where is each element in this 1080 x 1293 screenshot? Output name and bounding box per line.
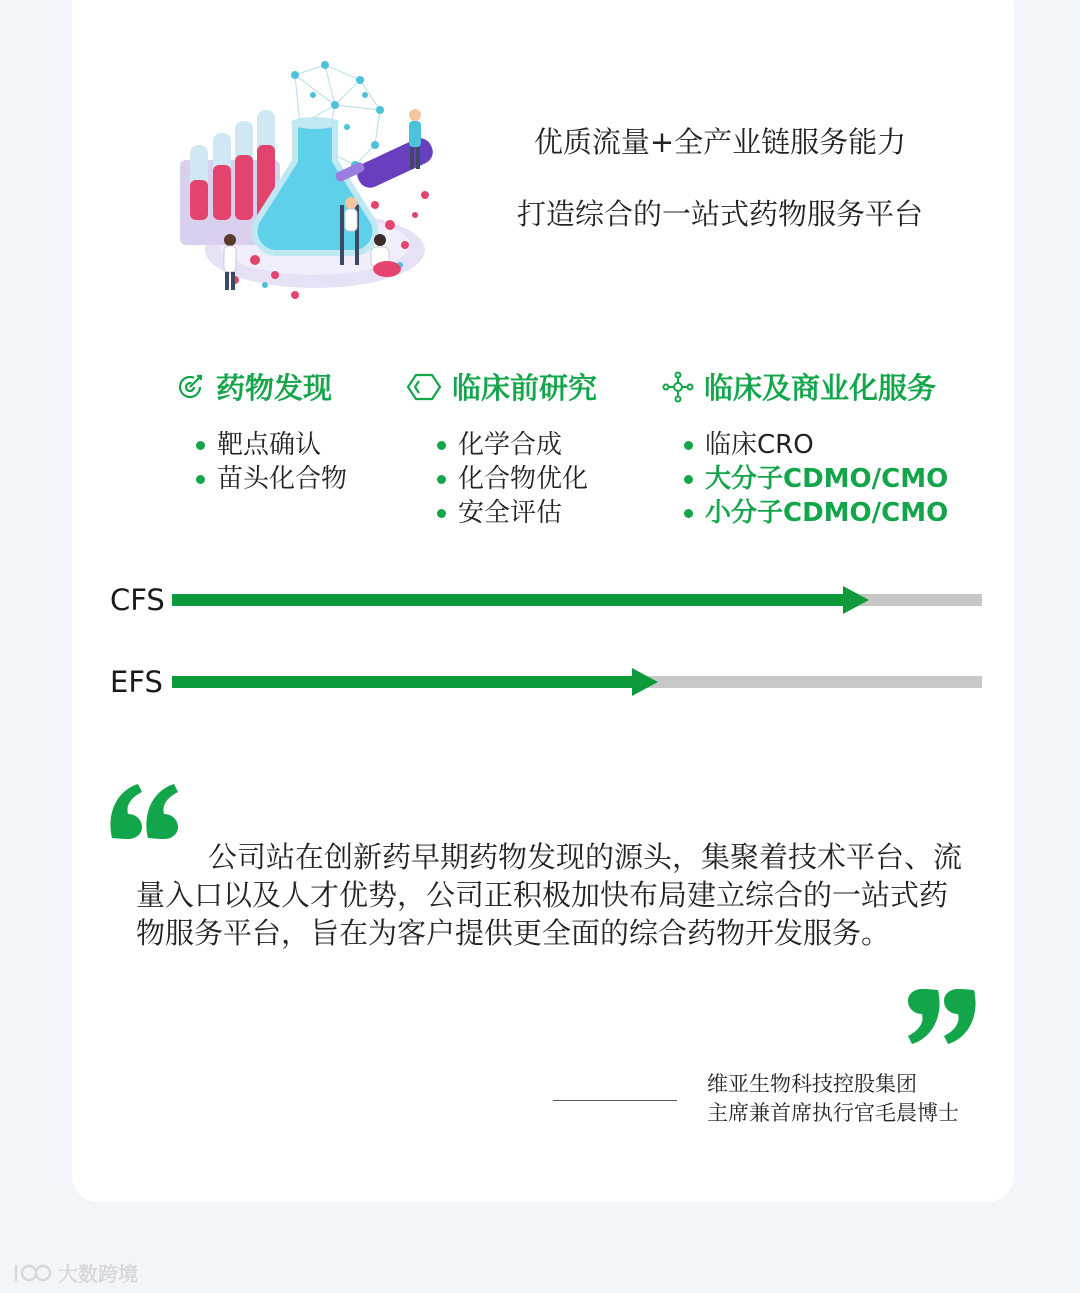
category-title: 临床前研究 [452,371,598,405]
bullet-dot [684,441,693,450]
close-quote-icon [906,988,978,1048]
bullet-dot [684,509,693,518]
efs-progress-fill [172,676,638,688]
open-quote-icon [108,780,180,840]
list-item: 化学合成 [437,428,588,462]
bullet-dot [684,475,693,484]
list-item: 大分子CDMO/CMO [684,462,948,496]
list-item: 化合物优化 [437,462,588,496]
attribution-company: 维亚生物科技控股集团 [707,1072,917,1096]
target-icon [174,371,206,403]
list-item: 小分子CDMO/CMO [684,496,948,530]
attribution [707,1070,959,1128]
efs-label: EFS [110,665,163,699]
watermark-text: 大数跨境 [58,1262,138,1286]
hexagon-icon [406,372,442,402]
category-preclinical [406,366,597,407]
list-item: 苗头化合物 [196,462,347,496]
cfs-arrowhead-icon [843,586,869,614]
network-nodes-icon [662,371,694,403]
headline-line-2: 打造综合的一站式药物服务平台 [516,197,923,231]
efs-arrowhead-icon [632,668,658,696]
headline-line-1: 优质流量+全产业链服务能力 [533,125,907,159]
bullet-dot [437,509,446,518]
bullet-dot [196,441,205,450]
category-list-clinical-commercial [684,428,948,530]
list-item: 安全评估 [437,496,588,530]
cfs-progress-fill [172,594,849,606]
quote-text: 公司站在创新药早期药物发现的源头，集聚着技术平台、流量入口以及人才优势，公司正积极加快布局建立综合的一站式药物服务平台，旨在为客户提供更全面的综合药物开发服务。 [136,840,963,950]
category-list-drug-discovery [196,428,347,496]
cfs-label: CFS [110,583,165,617]
list-item: 靶点确认 [196,428,347,462]
signature-divider [553,1100,677,1101]
bullet-dot [437,441,446,450]
watermark-logo-icon [12,1261,52,1285]
category-title: 临床及商业化服务 [704,371,937,405]
lab-flask-illustration [175,55,450,305]
efs-progress-track [172,676,982,688]
bullet-dot [437,475,446,484]
cfs-progress-track [172,594,982,606]
category-title: 药物发现 [216,371,333,405]
watermark [12,1258,138,1287]
category-list-preclinical [437,428,588,530]
category-clinical-commercial [662,366,936,407]
bullet-dot [196,475,205,484]
attribution-title: 主席兼首席执行官毛晨博士 [707,1101,959,1125]
list-item: 临床CRO [684,428,948,462]
category-drug-discovery [174,366,332,407]
